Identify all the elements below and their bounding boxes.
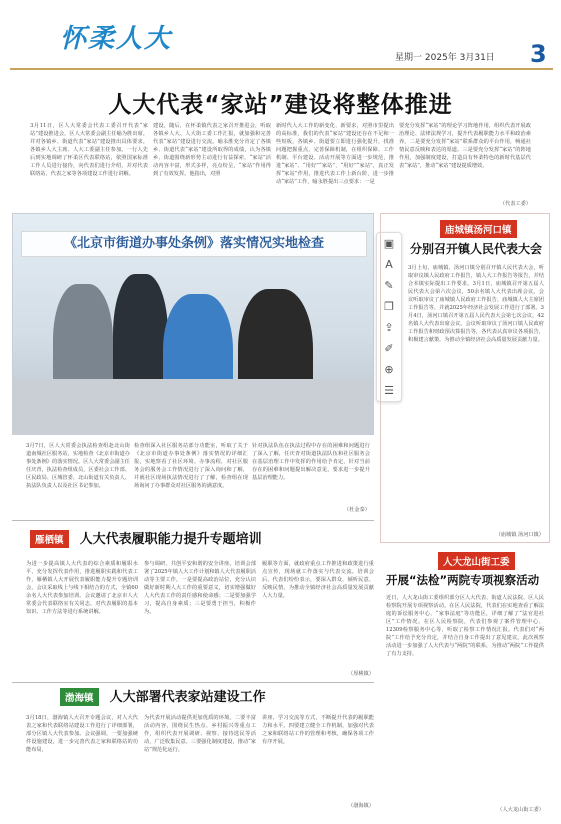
caption-col-1: 3月7日，区人大常委会执法检查组赴北山街道南城社区服务站，实地检查《北京市街道办事处条例》的落实情况。区人大常委会副主任任庆青，执法检查组成员，区委社会工作部、区民政局、区城管委、北山街道有关负责人、执法队负责人以及社区书记参加。	[26, 443, 130, 489]
training-byline: （厚桃镇）	[348, 671, 374, 677]
miaocheng-byline: （庙城镇 汤河口镇）	[495, 532, 544, 538]
training-title: 人大代表履职能力提升专题培训	[79, 532, 262, 547]
town-tag: 雁栖镇	[30, 530, 69, 548]
fazhi-tag-wrap	[438, 550, 515, 570]
deploy-col-2: 为代表开展活动提供更加优质的环境。二要丰富活动内容，围绕民生热点、乡村振兴等重点工作，组织代表开展调研、视察、接待选民等活动，广泛收集民意。三要强化制度建设，推动“家站”规范化运行。	[144, 715, 256, 753]
main-headline: 人大代表“家站”建设将整体推进	[108, 92, 453, 118]
deploy-col-3: 讲座、学习交流等方式，不断提升代表的履职能力和水平。四要建立健全工作机制，加强对代表之家和联络站工作的管理和考核，确保各项工作有序开展。	[262, 715, 374, 745]
lead-byline: （代表工委）	[499, 201, 531, 207]
divider	[12, 682, 374, 683]
miaocheng-tag-wrap	[440, 218, 517, 238]
photo-banner: 《北京市街道办事处条例》落实情况实地检查	[21, 231, 367, 257]
masthead-rule	[10, 68, 553, 70]
masthead	[0, 0, 561, 70]
counter-desk	[13, 379, 374, 435]
caption-col-3: 针对执法队伍在执法过程中存在的困难和问题进行了深入了解，任庆青对街道执法队伍和社区服务会在基层治理工作中发挥的作用给予肯定，针对当前存在的困难和问题提出解决意见，要求进一步提升基层治理能力。	[252, 443, 370, 481]
edit-icon[interactable]: ✐	[384, 342, 394, 355]
training-heading	[30, 528, 262, 548]
lead-col-1: 3月11日，区人大常委会代表工委召开代表“家站”建设推进会，区人大常委会副主任喻为胜出席。并对各镇乡、街道代表“家站”建设推出具体要求。各镇乡人大主席、人大工委副主任参加。一行人先后到实地调研了怀柔区代表联络站，依照国家标准工作人员进行接待，向代表们进行介绍，并对代表联络站、代表之家等各项建设工作进行讲解。	[30, 123, 148, 177]
deploy-col-1: 3月18日，渤海镇人大召开专题会议，对人大代表之家和代表联络站建设工作进行了详细部署，部分区镇人大代表参加。会议强调，一要加强硬件设施建设，进一步完善代表之家和联络站的功能布局，	[26, 715, 138, 753]
copy-icon[interactable]: ❐	[384, 300, 394, 313]
training-col-1: 为进一步提高镇人大代表的综合素质和履职水平，充分发挥代表作用，推进履职实践和代表工作，雁栖镇人大开展代表履职能力提升专题培训会，会议采取线上与线下相结合的方式，全镇60余名人大代表参加培训。会议邀请了北京市人大常委会代表联络室有关同志，对代表履职的基本知识、工作方法等进行系统讲解。	[26, 561, 138, 615]
deploy-heading	[60, 686, 266, 706]
town-tag: 渤海镇	[60, 688, 99, 706]
fazhi-title: 开展“法检”两院专项视察活动	[386, 573, 540, 587]
news-photo	[12, 213, 374, 435]
deploy-title: 人大部署代表家站建设工作	[109, 690, 266, 705]
list-icon[interactable]: ☰	[384, 384, 394, 397]
lead-col-4: 要充分发挥“家站”的理论学习阵地作用，组织代表开展政治理论、法律法规学习，提升代表履职能力水平和政治素养。二是要充分发挥“家站”联系群众的平台作用，畅通社情民意反映和表达的渠道。三是要充分发挥“家站”的阵地作用，加强制度建设，打造具有怀柔特色的新时代基层代表“家站”，推动“家站”建设提质增效。	[399, 123, 531, 169]
training-col-2: 参与调研、共创平安和谐的安全讲座。培训会部署了2025年镇人大工作计划和镇人大代表履职活动等主要工作，一是要提高政治站位，充分认识做好新时期人大工作的重要意义，切实增强做好人大代表工作的责任感和使命感；二是要加强学习，提高自身素质；三是要勇于担当，积极作为。	[144, 561, 256, 615]
text-icon[interactable]: A	[385, 258, 393, 271]
issue-date: 星期一 2025年 3月31日	[395, 53, 495, 63]
pen-icon[interactable]: ✎	[384, 279, 394, 292]
fazhi-body: 近日，人大龙山街工委组织部分区人大代表、街道人民法院、区人民检察院开展专项视察活动。在区人民法院，代表们在实地查看了解法庭的诉讼服务中心、“家事法庭”等功能区，详细了解了“法官进社区”工作情况。在区人民检察院，代表们参观了案件管理中心、12309检察服务中心等，听取了检察工作情况汇报。代表们对“两院”工作给予充分肯定，并结合自身工作提出了意见建议。此次视察活动进一步加强了人大代表与“两院”的联系，为推动“两院”工作提供了有力支持。	[386, 595, 544, 657]
miaocheng-body: 3月上旬，庙城镇、汤河口镇分别召开镇人民代表大会，听取审议镇人民政府工作报告，镇人大工作报告等报告，并结合本镇实际提出工作要求。3月1日，庙城镇召开第五届人民代表大会第六次会议，50余名镇人大代表出席会议。会议听取审议了庙城镇人民政府工作报告，庙城镇人大主席团工作报告等，并就2025年经济社会发展工作进行了部署。3月4日，汤河口镇召开第五届人民代表大会第七次会议，42名镇人大代表出席会议。会议听取审议了汤河口镇人民政府工作报告和财政预决算报告等，各代表认真审议各项报告，积极建言献策，为推动全镇经济社会高质量发展贡献力量。	[408, 265, 544, 343]
caption-col-2: 检查组深入社区服务站部分功能室，听取了关于《北京市街道办事处条例》落实情况的详细汇报，实地察看了社区环境、办事流程，对社区服务会的服务会工作情况进行了深入询问和了解，并就社区现场执法情况进行了了解，检查组在现场询问了办事群众对社区服务的满意度。	[134, 443, 248, 489]
town-tag: 人大龙山街工委	[438, 552, 515, 570]
lead-col-3: 新时代人大工作的新变化、新要求，对照市里提出的高标准，我们的代表“家站”建设还存在不足和一些短板，各镇乡、街道要立即进行强化提升，找准问题把握重点，完善保障机制，在组织保障、工作机制、平台建设、活动开展等方面进一步规范，推进“家站”、“用好”“家站”、“用好”“家站”，真正发挥“家站”作用，推进代表工作上新台阶，进一步推动“家站”工作，喻永胜提出三点要求：一是	[276, 123, 394, 185]
share-icon[interactable]: ⇪	[384, 321, 394, 334]
page-number: 3	[530, 40, 547, 68]
caption-byline: （杜金泰）	[344, 507, 370, 513]
miaocheng-title: 分别召开镇人民代表大会	[410, 242, 543, 256]
training-col-3: 履职等方面，就政府重点工作推进和政策进行重点宣传，现场就工作落实与代表交流。培训会后，代表们纷纷表示，要深入群众、倾听民意、反映民情，为推动全镇经济社会高质量发展贡献人大力量。	[262, 561, 374, 599]
town-tag: 庙城镇汤河口镇	[440, 220, 517, 238]
lead-col-2: 建设，随后，在怀柔镇代表之家召开推进会，听取各镇乡人大、人大街工委工作汇报，就加强和完善代表“家站”建设进行交流。喻永胜充分肯定了各镇乡、街道代表“家站”建设所取得的成绩，认为各镇乡、街道围绕新形势主动进行有益探索，“家站”活动内容丰富，形式多样，亮点纷呈，“家站”作用得到了有效发挥。他指出，对照	[153, 123, 271, 177]
image-icon[interactable]: ▣	[383, 237, 395, 250]
deploy-byline: （渤海镇）	[348, 803, 374, 809]
divider	[12, 520, 374, 521]
newspaper-logo: 怀柔人大	[60, 24, 173, 54]
fazhi-byline: （人大龙山街工委）	[497, 807, 544, 813]
zoom-icon[interactable]: ⊕	[384, 363, 394, 376]
